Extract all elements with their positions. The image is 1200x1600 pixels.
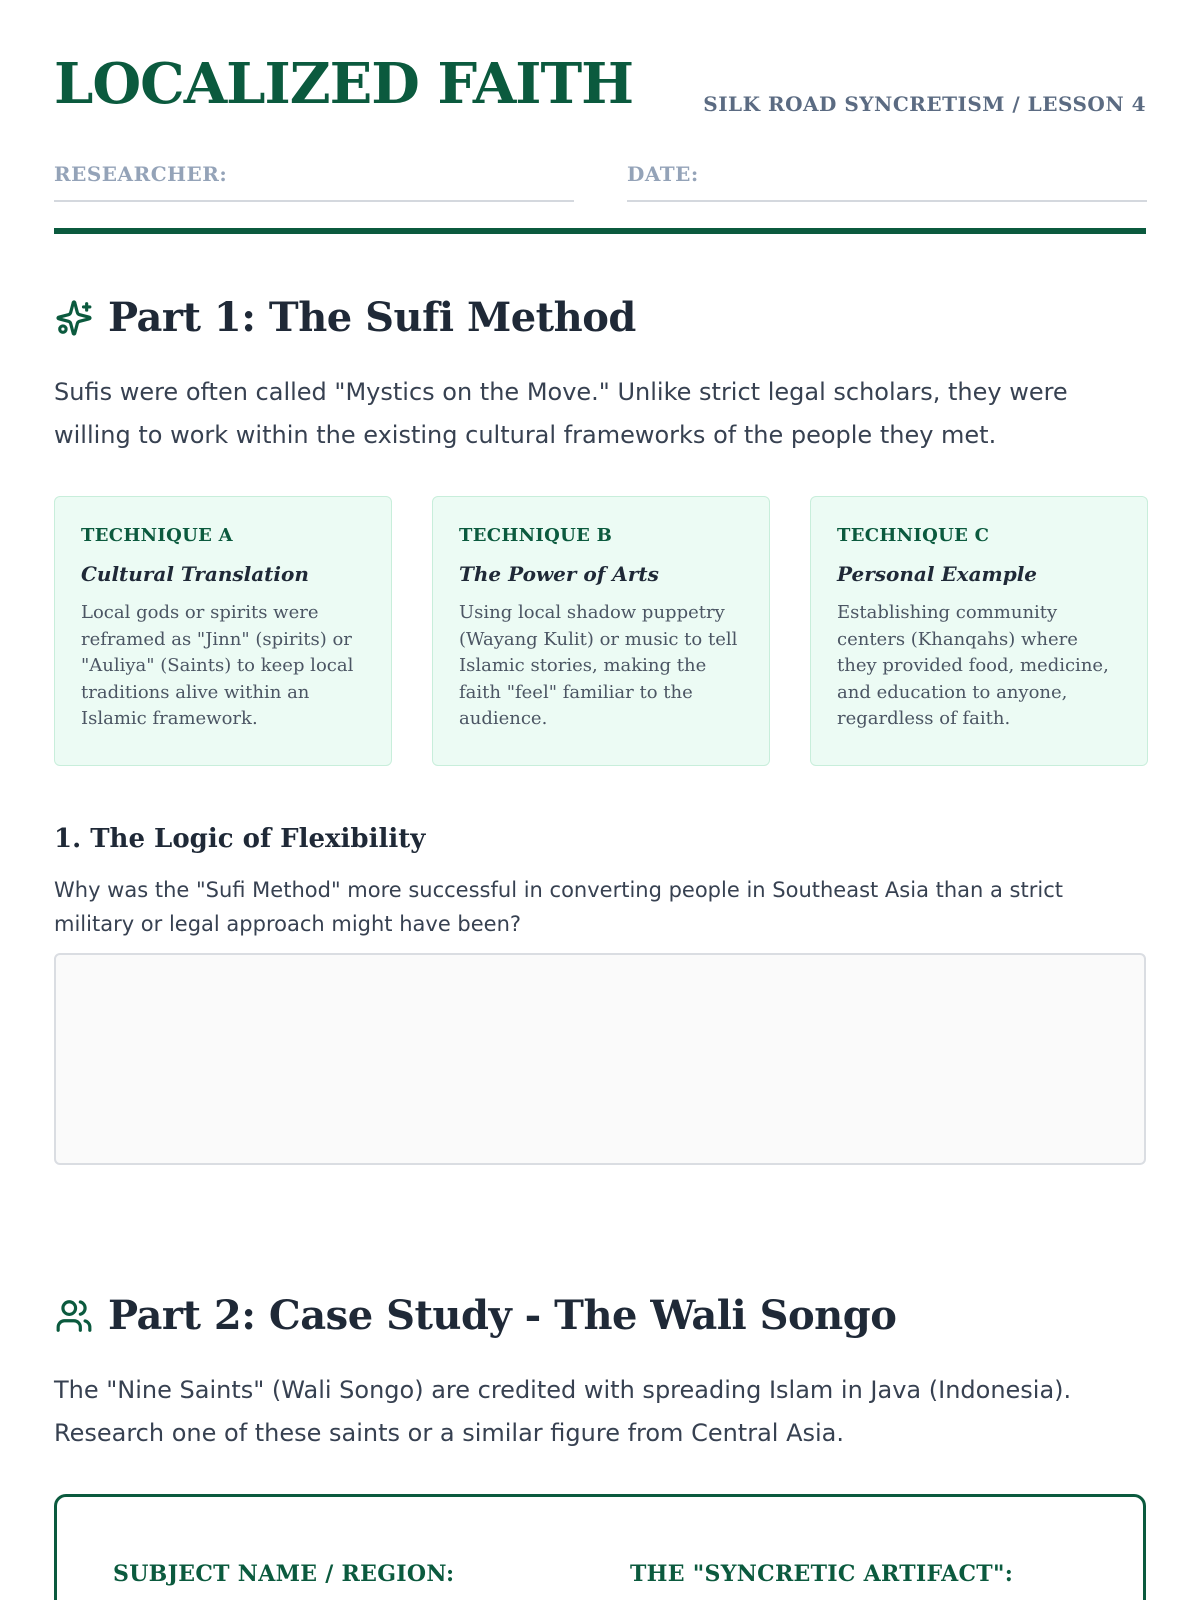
worksheet-title: LOCALIZED FAITH [54, 51, 634, 117]
part1-heading [54, 294, 636, 341]
technique-description: Using local shadow puppetry (Wayang Kulit) or music to tell Islamic stories, making the faith "feel" familiar to the audience. [459, 602, 738, 729]
technique-key: TECHNIQUE B [459, 525, 613, 546]
lesson-label: SILK ROAD SYNCRETISM / LESSON 4 [703, 92, 1146, 116]
technique-card-a [54, 496, 392, 766]
technique-description: Establishing community centers (Khanqahs) where they provided food, medicine, and education to anyone, regardless of faith. [837, 602, 1109, 729]
header-divider [54, 228, 1146, 234]
part2-heading [54, 1292, 896, 1339]
technique-name: Personal Example [837, 562, 1038, 586]
users-icon [54, 1296, 94, 1336]
sparkles-icon [54, 298, 94, 338]
part1-intro: Sufis were often called "Mystics on the Move." Unlike strict legal scholars, they were willing to work within the existing cultural frameworks of the people they met. [54, 378, 1068, 449]
question-text: Why was the "Sufi Method" more successful in converting people in Southeast Asia than a strict military or legal approach might have been? [54, 878, 1063, 936]
date-field[interactable] [627, 162, 1147, 202]
subject-name-label: SUBJECT NAME / REGION: [113, 1561, 455, 1587]
question-title: 1. The Logic of Flexibility [54, 824, 426, 854]
case-study-box [54, 1494, 1146, 1600]
part2-title: Part 2: Case Study - The Wali Songo [108, 1292, 897, 1339]
technique-key: TECHNIQUE C [837, 525, 990, 546]
technique-name: The Power of Arts [459, 562, 659, 586]
syncretic-artifact-label: THE "SYNCRETIC ARTIFACT": [630, 1561, 1014, 1587]
technique-card-b [432, 496, 770, 766]
part2-intro: The "Nine Saints" (Wali Songo) are credited with spreading Islam in Java (Indonesia). Research one of these saints or a similar figure from Central Asia. [54, 1376, 1072, 1447]
researcher-field[interactable] [54, 162, 574, 202]
part1-title: Part 1: The Sufi Method [108, 294, 636, 341]
researcher-label: RESEARCHER: [54, 162, 228, 186]
technique-key: TECHNIQUE A [81, 525, 233, 546]
technique-name: Cultural Translation [81, 562, 309, 586]
technique-description: Local gods or spirits were reframed as "Jinn" (spirits) or "Auliya" (Saints) to keep local traditions alive within an Islamic framework. [81, 602, 354, 729]
answer-box[interactable] [54, 953, 1146, 1165]
technique-card-c [810, 496, 1148, 766]
date-label: DATE: [627, 162, 699, 186]
